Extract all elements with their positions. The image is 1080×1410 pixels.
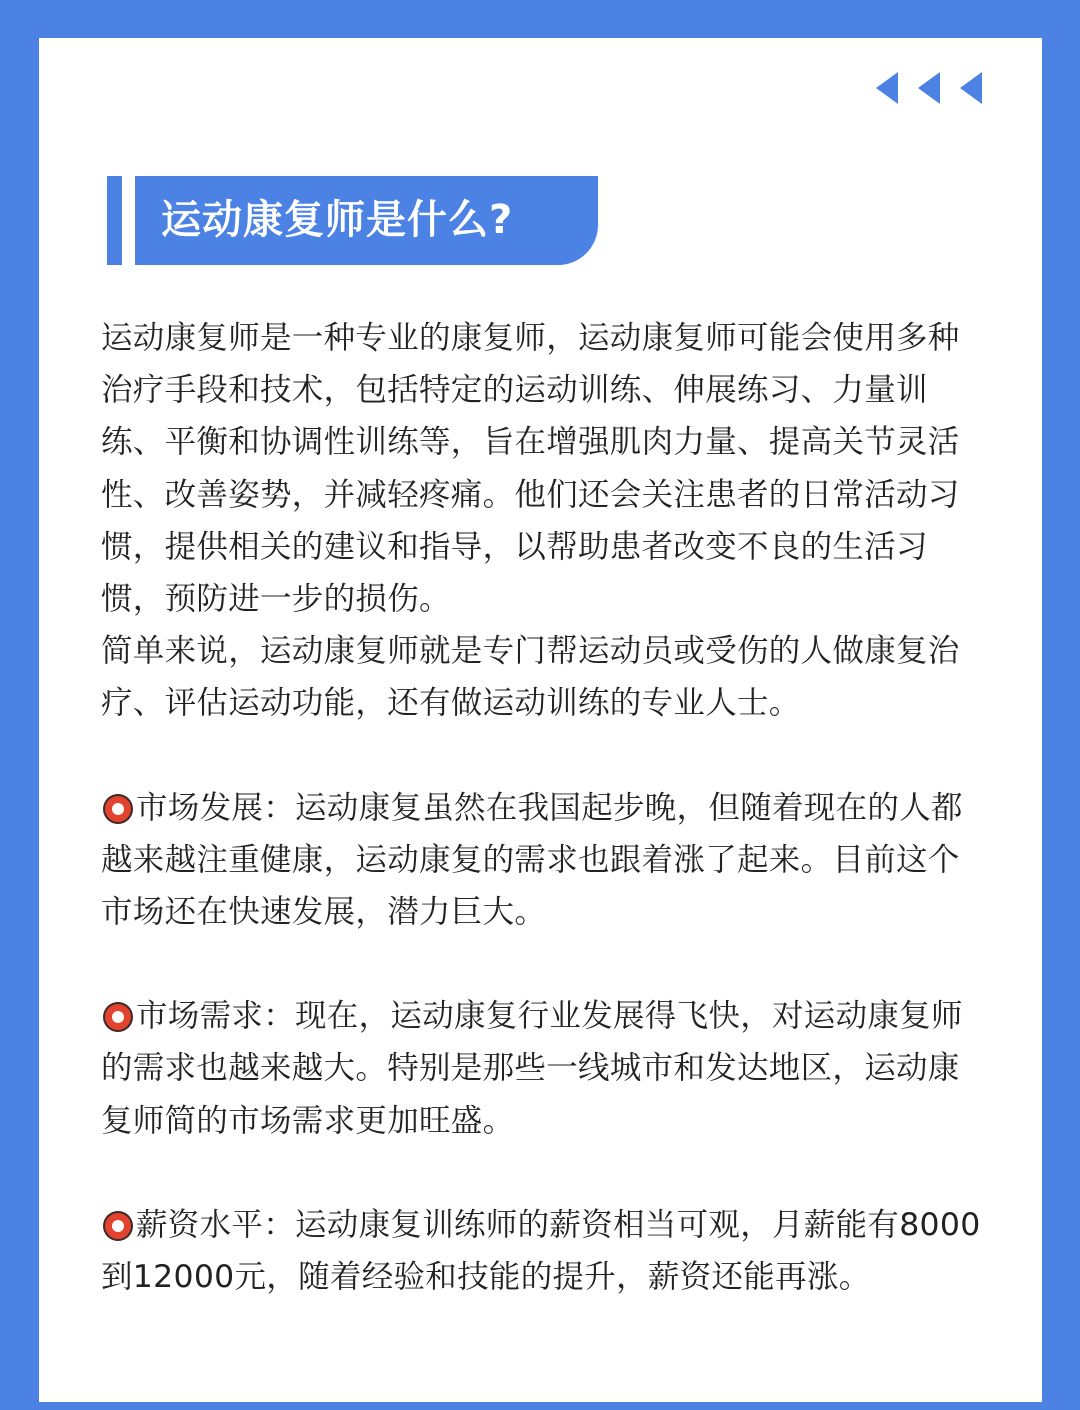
page-title: 运动康复师是什么? xyxy=(161,197,514,243)
section-salary-level xyxy=(101,1199,983,1303)
spacer xyxy=(101,938,983,990)
section-market-demand xyxy=(101,990,983,1147)
title-accent-bar xyxy=(107,176,122,265)
section-text: 市场需求：现在，运动康复行业发展得飞快，对运动康复师的需求也越来越大。特别是那些一线城市和发达地区，运动康复师简的市场需求更加旺盛。 xyxy=(101,998,963,1139)
spacer xyxy=(101,1147,983,1199)
summary-paragraph: 简单来说，运动康复师就是专门帮运动员或受伤的人做康复治疗、评估运动功能，还有做运动训练的专业人士。 xyxy=(101,633,960,722)
section-text: 市场发展：运动康复虽然在我国起步晚，但随着现在的人都越来越注重健康，运动康复的需求也跟着涨了起来。目前这个市场还在快速发展，潜力巨大。 xyxy=(101,789,963,931)
red-circle-icon xyxy=(105,1004,131,1030)
left-triangle-icon xyxy=(876,72,898,104)
spacer xyxy=(101,730,983,782)
red-circle-icon xyxy=(105,1213,131,1239)
left-triangle-icon xyxy=(960,72,982,104)
article-body xyxy=(101,312,983,1303)
section-text: 薪资水平：运动康复训练师的薪资相当可观，月薪能有8000到12000元，随着经验和技能的提升，薪资还能再涨。 xyxy=(101,1206,981,1296)
section-market-development xyxy=(101,782,983,939)
decorative-arrows xyxy=(874,72,984,106)
red-circle-icon xyxy=(105,796,131,822)
intro-paragraph: 运动康复师是一种专业的康复师，运动康复师可能会使用多种治疗手段和技术，包括特定的运动训练、伸展练习、力量训练、平衡和协调性训练等，旨在增强肌肉力量、提高关节灵活性、改善姿势，并减轻疼痛。他们还会关注患者的日常活动习惯，提供相关的建议和指导，以帮助患者改变不良的生活习惯，预防进一步的损伤。 xyxy=(101,320,960,618)
title-banner xyxy=(135,176,598,265)
left-triangle-icon xyxy=(918,72,940,104)
